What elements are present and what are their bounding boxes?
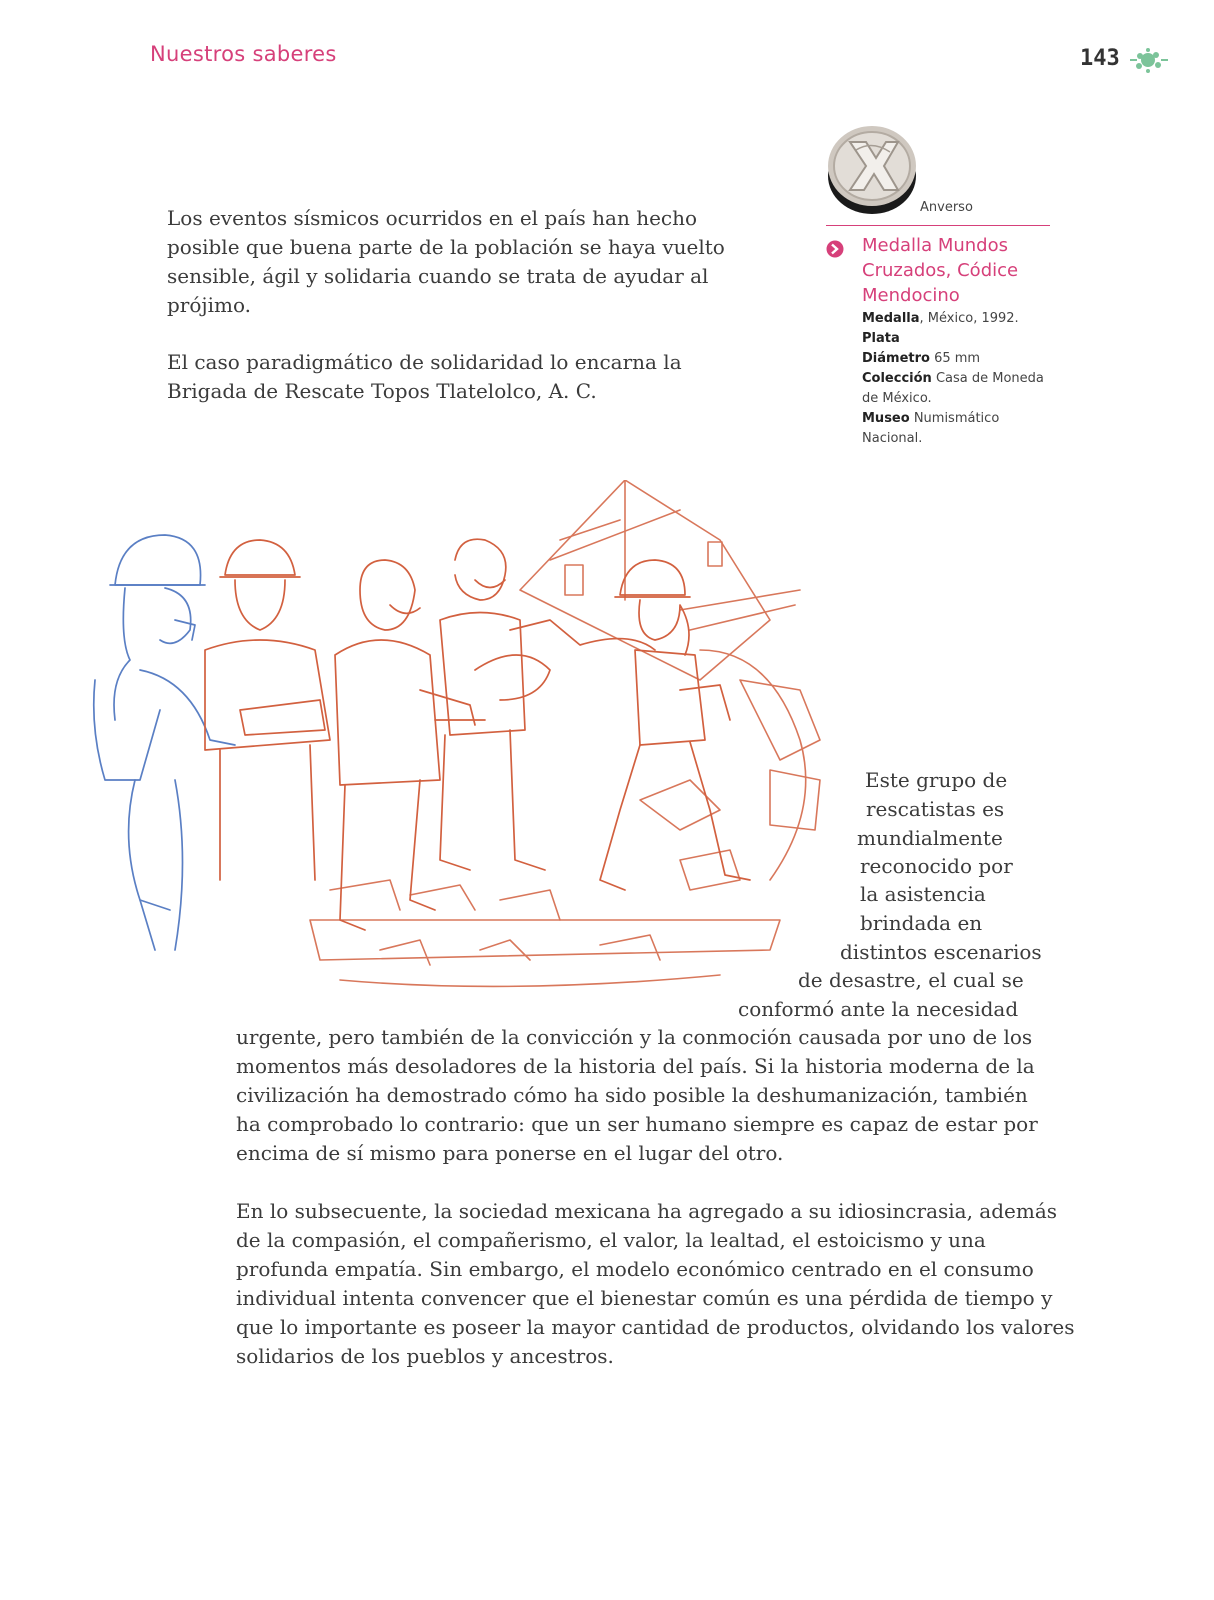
caption-collection-label: Colección bbox=[862, 371, 932, 386]
caption-type-value: , México, 1992. bbox=[919, 311, 1019, 326]
intro-text bbox=[167, 204, 747, 434]
caption-collection-2 bbox=[862, 389, 1058, 409]
rescue-brigade-illustration bbox=[80, 480, 840, 1010]
caption-title bbox=[862, 233, 1052, 308]
text-line: encima de sí mismo para ponerse en el lugar del otro. bbox=[236, 1141, 784, 1165]
intro-paragraph-1 bbox=[167, 204, 747, 320]
text-line: individual intenta convencer que el bienestar común es una pérdida de tiempo y bbox=[236, 1286, 1053, 1310]
caption-museum-value: Numismático bbox=[909, 411, 1000, 426]
caption-title-line: Mendocino bbox=[862, 285, 960, 306]
wrap-line: brindada en bbox=[860, 911, 983, 935]
wrap-line: la asistencia bbox=[860, 882, 986, 906]
caption-title-line: Medalla Mundos bbox=[862, 235, 1008, 256]
caption-diameter bbox=[862, 349, 1058, 369]
caption-diameter-value: 65 mm bbox=[929, 351, 981, 366]
caption-museum bbox=[862, 409, 1058, 429]
wrap-line: Este grupo de bbox=[865, 768, 1008, 792]
caption-divider bbox=[826, 225, 1050, 226]
text-line: solidarios de los pueblos y ancestros. bbox=[236, 1344, 614, 1368]
text-line: civilización ha demostrado cómo ha sido posible la deshumanización, también bbox=[236, 1083, 1028, 1107]
caption-title-line: Cruzados, Códice bbox=[862, 260, 1019, 281]
caption-collection bbox=[862, 369, 1058, 389]
text-line: prójimo. bbox=[167, 293, 252, 317]
caption-museum-2 bbox=[862, 429, 1058, 449]
text-line: que lo importante es poseer la mayor cantidad de productos, olvidando los valores bbox=[236, 1315, 1075, 1339]
text-line: urgente, pero también de la convicción y la conmoción causada por uno de los bbox=[236, 1025, 1033, 1049]
text-line: El caso paradigmático de solidaridad lo encarna la bbox=[167, 350, 682, 374]
wrap-line: distintos escenarios bbox=[840, 940, 1042, 964]
wrap-line: mundialmente bbox=[857, 826, 1003, 850]
caption-collection-value-2: de México. bbox=[862, 391, 932, 406]
section-title: Nuestros saberes bbox=[150, 42, 337, 66]
text-line: momentos más desoladores de la historia del país. Si la historia moderna de la bbox=[236, 1054, 1035, 1078]
figure-ornament-icon bbox=[1128, 46, 1170, 74]
caption-diameter-label: Diámetro bbox=[862, 351, 930, 366]
paragraph-continuation bbox=[236, 1023, 1116, 1168]
medal-image bbox=[826, 120, 922, 216]
intro-paragraph-2 bbox=[167, 348, 747, 406]
page-number: 143 bbox=[1080, 46, 1120, 71]
text-line: profunda empatía. Sin embargo, el modelo económico centrado en el consumo bbox=[236, 1257, 1034, 1281]
paragraph-final bbox=[236, 1197, 1136, 1371]
caption-museum-label: Museo bbox=[862, 411, 910, 426]
caption-type bbox=[862, 309, 1058, 329]
caption-material-label: Plata bbox=[862, 331, 900, 346]
text-line: En lo subsecuente, la sociedad mexicana ha agregado a su idiosincrasia, además bbox=[236, 1199, 1058, 1223]
caption-collection-value: Casa de Moneda bbox=[931, 371, 1044, 386]
caption-museum-value-2: Nacional. bbox=[862, 431, 923, 446]
text-line: ha comprobado lo contrario: que un ser humano siempre es capaz de estar por bbox=[236, 1112, 1038, 1136]
chevron-right-icon bbox=[826, 240, 844, 258]
wrap-line: conformó ante la necesidad bbox=[738, 997, 1019, 1021]
medal-side-label: Anverso bbox=[920, 200, 973, 215]
caption-material bbox=[862, 329, 1058, 349]
wrap-line: reconocido por bbox=[860, 854, 1013, 878]
text-line: Los eventos sísmicos ocurridos en el país han hecho bbox=[167, 206, 698, 230]
caption-type-label: Medalla bbox=[862, 311, 920, 326]
wrap-line: de desastre, el cual se bbox=[798, 968, 1024, 992]
text-line: de la compasión, el compañerismo, el valor, la lealtad, el estoicismo y una bbox=[236, 1228, 986, 1252]
text-line: sensible, ágil y solidaria cuando se trata de ayudar al bbox=[167, 264, 709, 288]
caption-details bbox=[862, 309, 1058, 449]
text-line: Brigada de Rescate Topos Tlatelolco, A. C. bbox=[167, 379, 597, 403]
wrap-line: rescatistas es bbox=[866, 797, 1005, 821]
text-line: posible que buena parte de la población se haya vuelto bbox=[167, 235, 725, 259]
